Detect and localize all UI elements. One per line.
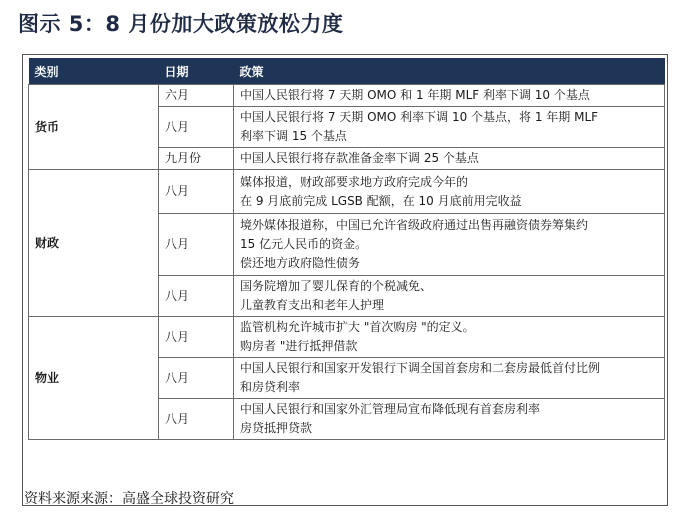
date-cell: 八月: [159, 214, 234, 276]
policy-cell: [234, 358, 665, 399]
table-header-row: [29, 58, 665, 85]
date-cell: 八月: [159, 317, 234, 358]
policy-line: 房贷抵押贷款: [240, 421, 313, 435]
policy-line: 中国人民银行和国家开发银行下调全国首套房和二套房最低首付比例: [240, 361, 601, 375]
date-cell: 九月份: [159, 148, 234, 170]
policy-line: 15 亿元人民币的资金。: [240, 237, 368, 251]
category-cell: 财政: [29, 170, 159, 317]
policy-cell: [234, 107, 665, 148]
policy-cell: [234, 170, 665, 214]
category-cell: 物业: [29, 317, 159, 440]
policy-line: 在 9 月底前完成 LGSB 配额，在 10 月底前用完收益: [240, 193, 522, 208]
date-cell: 八月: [159, 170, 234, 214]
date-cell: 八月: [159, 276, 234, 317]
policy-line: 利率下调 15 个基点: [240, 129, 347, 143]
table-row: [29, 85, 665, 107]
policy-table: [28, 58, 665, 440]
date-cell: 八月: [159, 107, 234, 148]
date-cell: 八月: [159, 358, 234, 399]
policy-line: 媒体报道，财政部要求地方政府完成今年的: [240, 174, 469, 189]
policy-line: 中国人民银行将存款准备金率下调 25 个基点: [240, 151, 479, 165]
policy-line: 和房贷利率: [240, 380, 301, 394]
policy-cell: [234, 148, 665, 170]
table-body: [29, 85, 665, 440]
policy-cell: [234, 214, 665, 276]
policy-line: 儿童教育支出和老年人护理: [240, 298, 385, 312]
category-cell: 货币: [29, 85, 159, 170]
date-cell: 六月: [159, 85, 234, 107]
table-row: [29, 170, 665, 214]
header-policy: 政策: [234, 58, 665, 85]
source-note: 资料来源来源：高盛全球投资研究: [24, 491, 234, 507]
policy-line: 监管机构允许城市扩大 "首次购房 "的定义。: [240, 320, 475, 334]
policy-line: 中国人民银行将 7 天期 OMO 和 1 年期 MLF 利率下调 10 个基点: [240, 88, 590, 102]
policy-cell: [234, 85, 665, 107]
policy-cell: [234, 317, 665, 358]
date-cell: 八月: [159, 399, 234, 440]
policy-line: 偿还地方政府隐性债务: [240, 256, 361, 270]
header-category: 类别: [29, 58, 159, 85]
policy-cell: [234, 276, 665, 317]
policy-line: 境外媒体报道称，中国已允许省级政府通过出售再融资债券筹集约: [240, 218, 589, 232]
table-row: [29, 317, 665, 358]
policy-cell: [234, 399, 665, 440]
policy-line: 中国人民银行将 7 天期 OMO 利率下调 10 个基点，将 1 年期 MLF: [240, 110, 599, 124]
page-title: 图示 5：8 月份加大政策放松力度: [18, 12, 344, 36]
policy-line: 国务院增加了婴儿保育的个税减免、: [240, 279, 433, 293]
policy-line: 购房者 "进行抵押借款: [240, 339, 358, 353]
policy-line: 中国人民银行和国家外汇管理局宣布降低现有首套房利率: [240, 402, 541, 416]
header-date: 日期: [159, 58, 234, 85]
